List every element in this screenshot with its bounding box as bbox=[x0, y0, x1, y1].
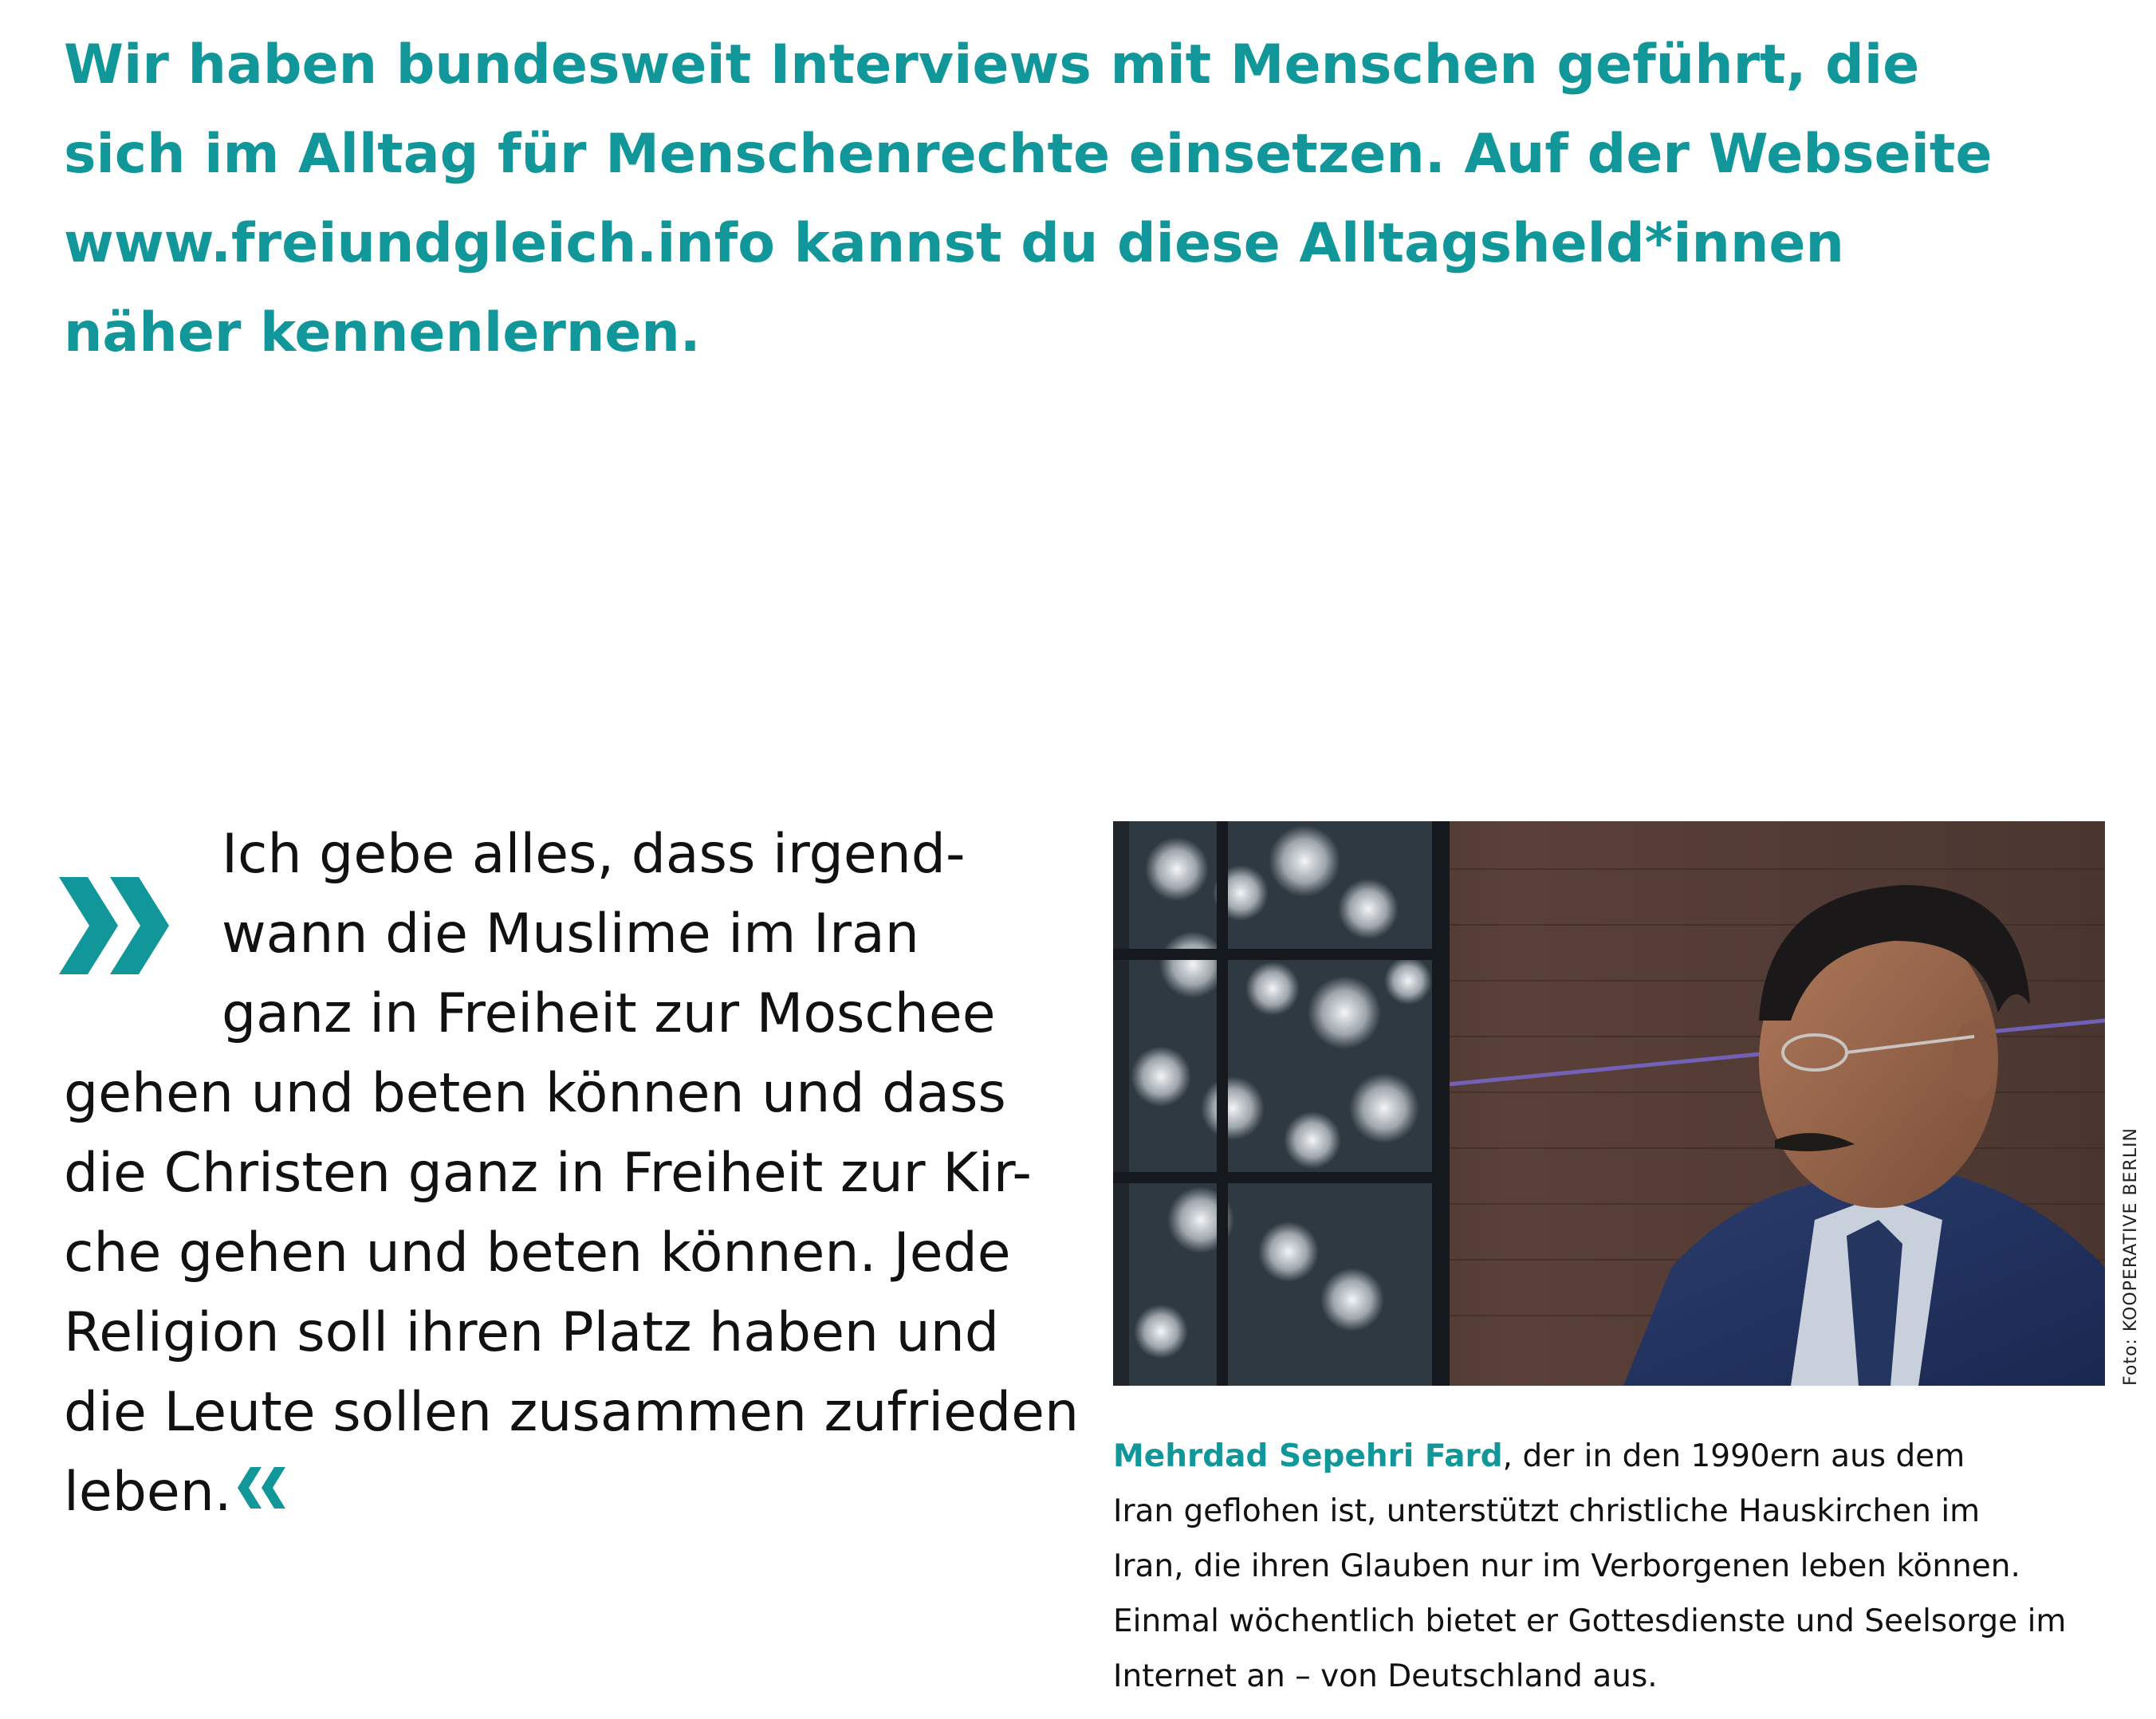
intro-line: näher kennenlernen. bbox=[64, 301, 701, 364]
quote-line: Ich gebe alles, dass irgend- bbox=[222, 823, 966, 886]
caption-line: Einmal wöchentlich bietet er Gottesdienste und Seelsorge im bbox=[1113, 1603, 2067, 1639]
quote-line-text: leben. bbox=[64, 1461, 232, 1524]
photo-caption bbox=[1113, 1429, 2126, 1704]
caption-person-name: Mehrdad Sepehri Fard bbox=[1113, 1438, 1503, 1474]
caption-first-line-rest: , der in den 1990ern aus dem bbox=[1502, 1438, 1965, 1474]
quote-line: gehen und beten können und dass bbox=[64, 1062, 1006, 1125]
portrait-photo-image bbox=[1113, 821, 2105, 1386]
quote-line: die Leute sollen zusammen zufrieden bbox=[64, 1381, 1080, 1444]
quote-line: ganz in Freiheit zur Moschee bbox=[222, 982, 996, 1045]
quote-line: che gehen und beten können. Jede bbox=[64, 1221, 1011, 1284]
quote-line: Religion soll ihren Platz haben und bbox=[64, 1301, 999, 1364]
double-chevron-left-icon bbox=[238, 1465, 289, 1510]
caption-line: Iran, die ihren Glauben nur im Verborgenen leben können. bbox=[1113, 1548, 2020, 1584]
portrait-photo bbox=[1113, 821, 2105, 1386]
intro-line: sich im Alltag für Menschenrechte einsetzen. Auf der Webseite bbox=[64, 123, 1993, 186]
photo-credit: Foto: KOOPERATIVE BERLIN bbox=[2121, 1127, 2141, 1386]
quote-line-last bbox=[64, 1461, 289, 1524]
intro-paragraph bbox=[64, 21, 2105, 378]
quote-line: die Christen ganz in Freiheit zur Kir- bbox=[64, 1142, 1032, 1205]
intro-line: Wir haben bundesweit Interviews mit Menschen geführt, die bbox=[64, 33, 1920, 96]
intro-line: www.freiundgleich.info kannst du diese Alltagsheld*innen bbox=[64, 212, 1844, 275]
caption-line: Internet an – von Deutschland aus. bbox=[1113, 1658, 1658, 1694]
caption-line: Iran geflohen ist, unterstützt christliche Hauskirchen im bbox=[1113, 1493, 1981, 1529]
double-chevron-right-icon bbox=[59, 867, 175, 984]
quote-line: wann die Muslime im Iran bbox=[222, 903, 919, 966]
caption-line-first bbox=[1113, 1429, 2126, 1484]
